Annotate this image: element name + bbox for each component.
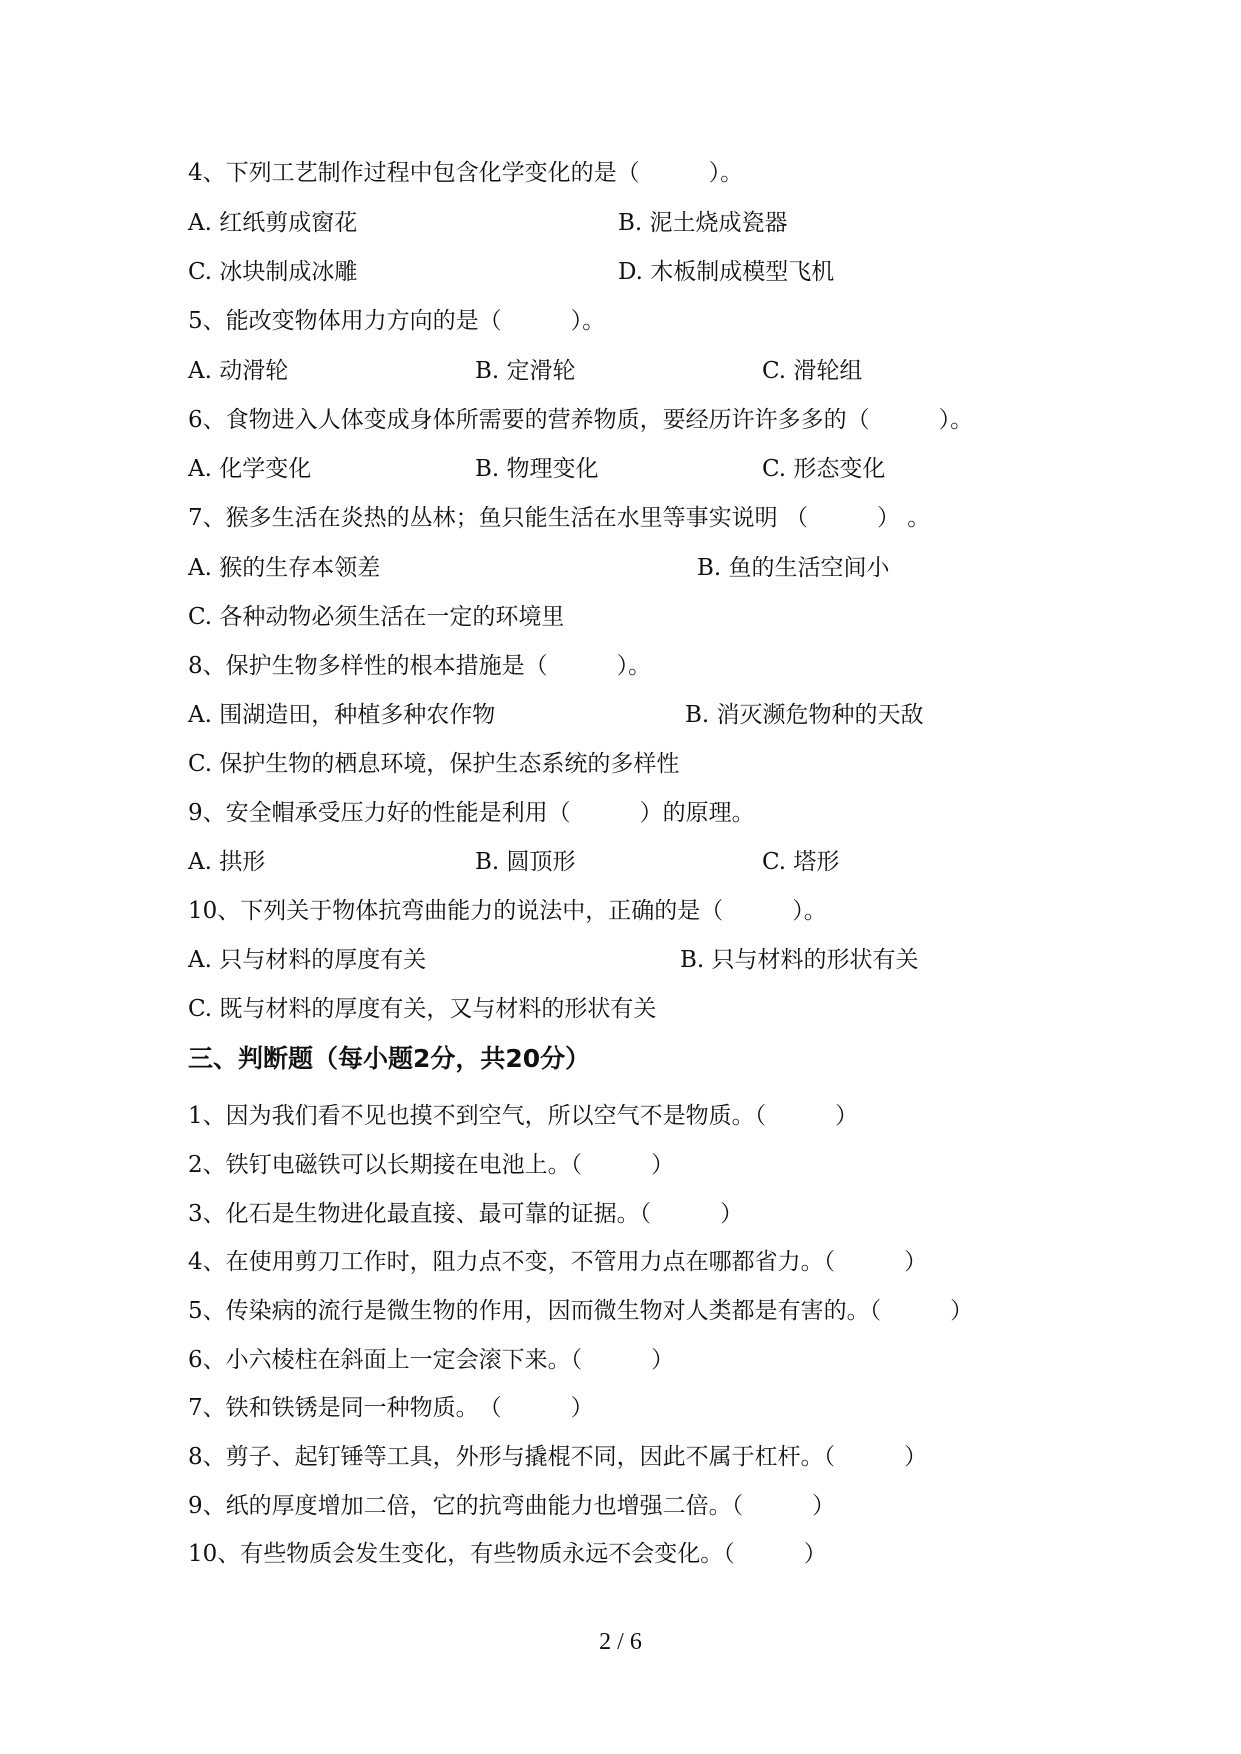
judgment-item-5: 5、传染病的流行是微生物的作用，因而微生物对人类都是有害的。（ ） [188,1298,974,1324]
question-6-option-c: C. 形态变化 [762,456,886,482]
question-4-stem: 4、下列工艺制作过程中包含化学变化的是（ ）。 [188,160,744,186]
question-10-option-a: A. 只与材料的厚度有关 [188,947,427,973]
question-6-option-a: A. 化学变化 [188,456,312,482]
section-3-title: 三、判断题（每小题2分，共20分） [188,1044,591,1073]
question-7-option-b: B. 鱼的生活空间小 [697,555,890,581]
question-7-option-a: A. 猴的生存本领差 [188,555,381,581]
judgment-item-8: 8、剪子、起钉锤等工具，外形与撬棍不同，因此不属于杠杆。（ ） [188,1444,928,1470]
judgment-item-6: 6、小六棱柱在斜面上一定会滚下来。（ ） [188,1347,675,1373]
question-7-stem: 7、猴多生活在炎热的丛林；鱼只能生活在水里等事实说明 （ ） 。 [188,505,931,531]
judgment-item-7: 7、铁和铁锈是同一种物质。 （ ） [188,1395,594,1421]
question-8-option-a: A. 围湖造田，种植多种农作物 [188,702,496,728]
question-9-stem: 9、安全帽承受压力好的性能是利用（ ）的原理。 [188,800,755,826]
question-8-option-c: C. 保护生物的栖息环境，保护生态系统的多样性 [188,751,680,777]
question-8-option-b: B. 消灭濒危物种的天敌 [685,702,924,728]
question-6-stem: 6、食物进入人体变成身体所需要的营养物质，要经历许许多多的（ ）。 [188,407,974,433]
question-4-option-a: A. 红纸剪成窗花 [188,210,358,236]
page-number: 2 / 6 [599,1629,642,1655]
question-10-stem: 10、下列关于物体抗弯曲能力的说法中，正确的是（ ）。 [188,898,827,924]
question-4-option-b: B. 泥土烧成瓷器 [618,210,788,236]
question-6-option-b: B. 物理变化 [475,456,599,482]
question-8-stem: 8、保护生物多样性的根本措施是（ ）。 [188,653,652,679]
question-5-option-a: A. 动滑轮 [188,358,289,384]
question-10-option-c: C. 既与材料的厚度有关，又与材料的形状有关 [188,996,657,1022]
question-9-option-c: C. 塔形 [762,849,840,875]
judgment-item-9: 9、纸的厚度增加二倍，它的抗弯曲能力也增强二倍。（ ） [188,1493,836,1519]
question-5-stem: 5、能改变物体用力方向的是（ ）。 [188,308,606,334]
question-4-option-c: C. 冰块制成冰雕 [188,259,358,285]
question-4-option-d: D. 木板制成模型飞机 [618,259,835,285]
judgment-item-2: 2、铁钉电磁铁可以长期接在电池上。（ ） [188,1152,675,1178]
judgment-item-10: 10、有些物质会发生变化，有些物质永远不会变化。（ ） [188,1541,827,1567]
judgment-item-1: 1、因为我们看不见也摸不到空气，所以空气不是物质。（ ） [188,1103,859,1129]
question-5-option-b: B. 定滑轮 [475,358,576,384]
judgment-item-4: 4、在使用剪刀工作时，阻力点不变，不管用力点在哪都省力。（ ） [188,1249,928,1275]
question-5-option-c: C. 滑轮组 [762,358,863,384]
question-9-option-a: A. 拱形 [188,849,266,875]
question-9-option-b: B. 圆顶形 [475,849,576,875]
judgment-item-3: 3、化石是生物进化最直接、最可靠的证据。（ ） [188,1201,744,1227]
question-10-option-b: B. 只与材料的形状有关 [680,947,919,973]
question-7-option-c: C. 各种动物必须生活在一定的环境里 [188,604,565,630]
